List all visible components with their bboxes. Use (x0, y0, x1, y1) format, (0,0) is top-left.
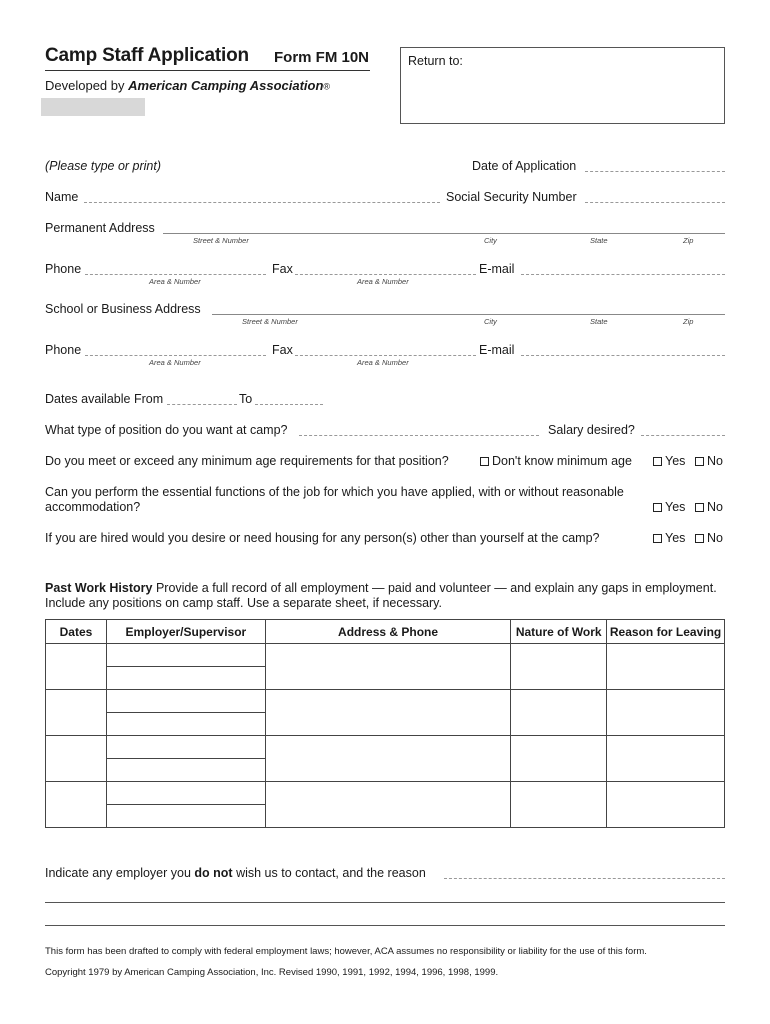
fax1-label: Fax (272, 262, 293, 276)
nature-cell[interactable] (511, 690, 607, 736)
school-address-label: School or Business Address (45, 302, 201, 316)
dates-from-field[interactable] (167, 404, 237, 405)
work-history-description-line1: Provide a full record of all employment — paid and volunteer — and explain any gaps in employment. (155, 581, 717, 595)
form-number: Form FM 10N (274, 49, 370, 66)
do-not-contact-prefix: Indicate any employer you (45, 866, 191, 880)
name-label: Name (45, 190, 79, 204)
position-field[interactable] (299, 435, 539, 436)
addr2-state-caption: State (590, 317, 608, 326)
email2-field[interactable] (521, 355, 725, 356)
table-row (46, 782, 725, 805)
dont-know-label: Don't know minimum age (492, 454, 632, 468)
supervisor-cell[interactable] (106, 759, 265, 782)
footer-copyright: Copyright 1979 by American Camping Association, Inc. Revised 1990, 1991, 1992, 1994, 1996, 1998, 1999. (45, 967, 499, 978)
essential-question-line1: Can you perform the essential functions of the job for which you have applied, with or without reasonable (45, 485, 624, 499)
age-yes-option[interactable] (653, 454, 685, 468)
housing-yes-option[interactable] (653, 531, 685, 545)
housing-yes-label: Yes (665, 531, 686, 545)
essential-question-line2: accommodation? (45, 500, 141, 514)
salary-field[interactable] (641, 435, 725, 436)
table-row (46, 690, 725, 713)
employer-cell[interactable] (106, 736, 265, 759)
address-cell[interactable] (265, 782, 510, 828)
school-address-field[interactable] (212, 314, 725, 315)
address-cell[interactable] (265, 736, 510, 782)
organization-name: American Camping Association (128, 78, 324, 93)
age-yes-label: Yes (665, 454, 686, 468)
email1-label: E-mail (479, 262, 515, 276)
please-type-note: (Please type or print) (45, 159, 162, 173)
col-address-header: Address & Phone (265, 620, 510, 644)
name-field[interactable] (84, 202, 440, 203)
fax1-field[interactable] (295, 274, 476, 275)
registered-mark: ® (323, 81, 331, 92)
dates-cell[interactable] (46, 736, 107, 782)
addr2-city-caption: City (484, 317, 497, 326)
work-history-header-row (46, 620, 725, 644)
return-to-label: Return to: (408, 54, 463, 68)
ssn-label: Social Security Number (446, 190, 577, 204)
supervisor-cell[interactable] (106, 805, 265, 828)
work-history-intro (45, 581, 717, 595)
housing-no-checkbox[interactable] (695, 534, 704, 543)
do-not-contact-suffix: wish us to contact, and the reason (236, 866, 426, 880)
developed-by-prefix: Developed by (45, 78, 125, 93)
supervisor-cell[interactable] (106, 713, 265, 736)
housing-no-label: No (707, 531, 723, 545)
age-no-option[interactable] (695, 454, 723, 468)
age-question: Do you meet or exceed any minimum age requirements for that position? (45, 454, 449, 468)
housing-yes-checkbox[interactable] (653, 534, 662, 543)
reason-cell[interactable] (607, 644, 725, 690)
work-history-table (45, 619, 725, 828)
permanent-address-field[interactable] (163, 233, 725, 234)
dates-to-field[interactable] (255, 404, 323, 405)
phone1-label: Phone (45, 262, 82, 276)
title-underline (45, 70, 370, 71)
date-of-application-label: Date of Application (472, 159, 577, 173)
essential-yes-option[interactable] (653, 500, 685, 514)
date-of-application-field[interactable] (585, 171, 725, 172)
do-not-contact-line-3[interactable] (45, 925, 725, 926)
essential-yes-label: Yes (665, 500, 686, 514)
dates-to-label: To (239, 392, 253, 406)
supervisor-cell[interactable] (106, 667, 265, 690)
fax2-field[interactable] (295, 355, 476, 356)
do-not-contact-line-2[interactable] (45, 902, 725, 903)
col-reason-header: Reason for Leaving (607, 620, 725, 644)
dont-know-option[interactable] (480, 454, 632, 468)
nature-cell[interactable] (511, 644, 607, 690)
email1-field[interactable] (521, 274, 725, 275)
phone2-caption: Area & Number (149, 358, 201, 367)
table-row (46, 644, 725, 667)
addr1-city-caption: City (484, 236, 497, 245)
phone2-label: Phone (45, 343, 82, 357)
do-not-contact-emphasis: do not (194, 866, 233, 880)
fax2-caption: Area & Number (357, 358, 409, 367)
dates-from-label: Dates available From (45, 392, 164, 406)
addr2-street-caption: Street & Number (242, 317, 298, 326)
email2-label: E-mail (479, 343, 515, 357)
reason-cell[interactable] (607, 782, 725, 828)
addr1-state-caption: State (590, 236, 608, 245)
essential-yes-checkbox[interactable] (653, 503, 662, 512)
nature-cell[interactable] (511, 782, 607, 828)
employer-cell[interactable] (106, 690, 265, 713)
reason-cell[interactable] (607, 736, 725, 782)
phone1-caption: Area & Number (149, 277, 201, 286)
do-not-contact-question (45, 866, 426, 880)
housing-question: If you are hired would you desire or need housing for any person(s) other than yourself at the camp? (45, 531, 600, 545)
essential-no-label: No (707, 500, 723, 514)
permanent-address-label: Permanent Address (45, 221, 155, 235)
age-yes-checkbox[interactable] (653, 457, 662, 466)
col-employer-header: Employer/Supervisor (106, 620, 265, 644)
address-cell[interactable] (265, 690, 510, 736)
employer-cell[interactable] (106, 782, 265, 805)
essential-no-checkbox[interactable] (695, 503, 704, 512)
dates-cell[interactable] (46, 644, 107, 690)
age-no-checkbox[interactable] (695, 457, 704, 466)
form-title: Camp Staff Application (45, 45, 249, 66)
housing-no-option[interactable] (695, 531, 723, 545)
shaded-id-box (41, 98, 145, 116)
work-history-heading: Past Work History (45, 581, 153, 595)
position-question: What type of position do you want at camp? (45, 423, 288, 437)
employer-cell[interactable] (106, 644, 265, 667)
developed-by (45, 78, 330, 93)
footer-disclaimer: This form has been drafted to comply with federal employment laws; however, ACA assumes no responsibility or liability for the use of this form. (45, 946, 647, 957)
col-nature-header: Nature of Work (511, 620, 607, 644)
do-not-contact-field[interactable] (444, 878, 725, 879)
ssn-field[interactable] (585, 202, 725, 203)
dates-cell[interactable] (46, 782, 107, 828)
salary-label: Salary desired? (548, 423, 635, 437)
essential-no-option[interactable] (695, 500, 723, 514)
dont-know-checkbox[interactable] (480, 457, 489, 466)
dates-cell[interactable] (46, 690, 107, 736)
fax2-label: Fax (272, 343, 293, 357)
fax1-caption: Area & Number (357, 277, 409, 286)
phone1-field[interactable] (85, 274, 266, 275)
age-no-label: No (707, 454, 723, 468)
nature-cell[interactable] (511, 736, 607, 782)
phone2-field[interactable] (85, 355, 266, 356)
table-row (46, 736, 725, 759)
addr1-street-caption: Street & Number (193, 236, 249, 245)
work-history-description-line2: Include any positions on camp staff. Use a separate sheet, if necessary. (45, 596, 442, 610)
addr1-zip-caption: Zip (683, 236, 694, 245)
col-dates-header: Dates (46, 620, 107, 644)
addr2-zip-caption: Zip (683, 317, 694, 326)
address-cell[interactable] (265, 644, 510, 690)
return-to-box[interactable] (400, 47, 725, 124)
reason-cell[interactable] (607, 690, 725, 736)
